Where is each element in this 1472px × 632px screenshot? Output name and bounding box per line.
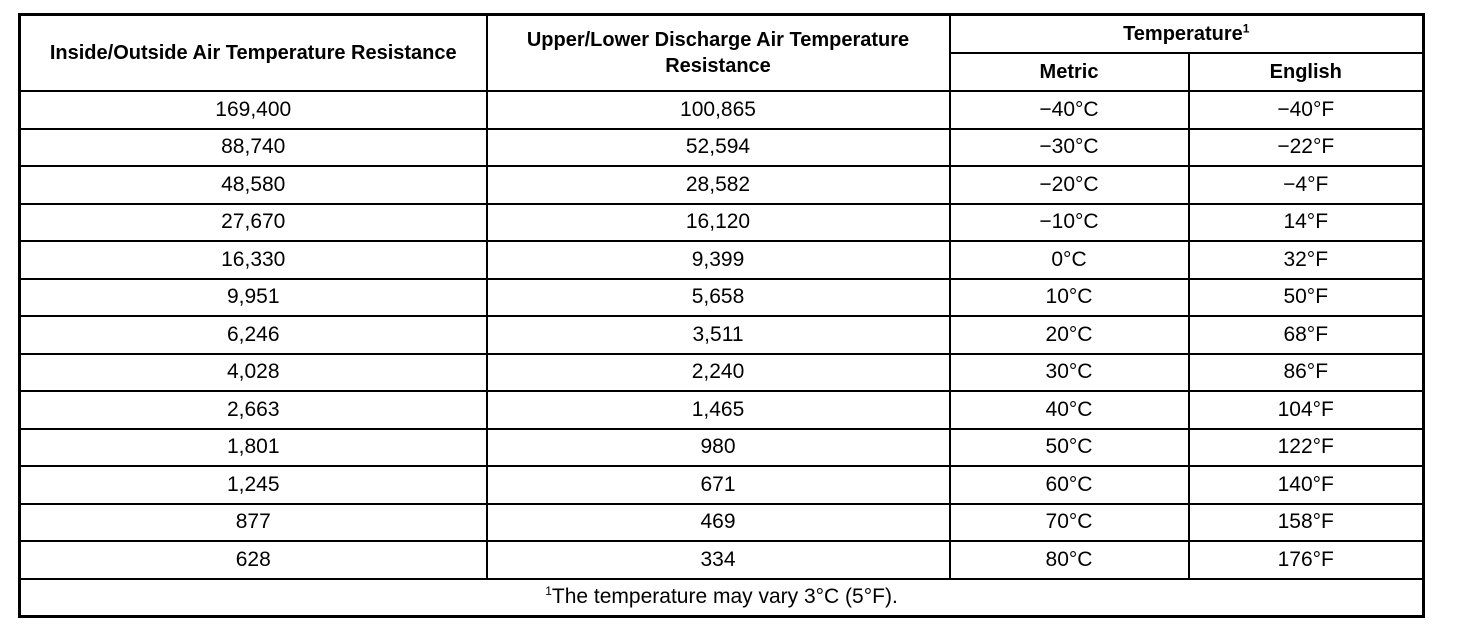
upper-lower-resistance-cell: 100,865 (487, 91, 950, 129)
inside-outside-resistance-cell: 88,740 (20, 129, 487, 167)
upper-lower-resistance-cell: 334 (487, 541, 950, 579)
upper-lower-resistance-cell: 671 (487, 466, 950, 504)
english-temp-cell: 50°F (1189, 279, 1424, 317)
inside-outside-resistance-cell: 877 (20, 504, 487, 542)
english-temp-cell: −40°F (1189, 91, 1424, 129)
metric-temp-cell: −30°C (950, 129, 1189, 167)
upper-lower-resistance-cell: 9,399 (487, 241, 950, 279)
metric-temp-cell: −40°C (950, 91, 1189, 129)
inside-outside-resistance-cell: 48,580 (20, 166, 487, 204)
footnote-reference: 1 (1242, 21, 1250, 36)
metric-temp-cell: 20°C (950, 316, 1189, 354)
metric-temp-cell: 10°C (950, 279, 1189, 317)
english-temp-cell: 140°F (1189, 466, 1424, 504)
temperature-resistance-table (18, 13, 1425, 618)
table-row (20, 541, 1424, 579)
header-inside-outside-resistance: Inside/Outside Air Temperature Resistance (20, 15, 487, 92)
header-metric: Metric (950, 53, 1189, 91)
footnote-text: The temperature may vary 3°C (5°F). (551, 585, 898, 608)
metric-temp-cell: −10°C (950, 204, 1189, 242)
metric-temp-cell: 30°C (950, 354, 1189, 392)
english-temp-cell: 176°F (1189, 541, 1424, 579)
upper-lower-resistance-cell: 980 (487, 429, 950, 467)
table-row (20, 129, 1424, 167)
inside-outside-resistance-cell: 628 (20, 541, 487, 579)
inside-outside-resistance-cell: 16,330 (20, 241, 487, 279)
metric-temp-cell: 40°C (950, 391, 1189, 429)
table-row (20, 91, 1424, 129)
metric-temp-cell: 0°C (950, 241, 1189, 279)
table-row (20, 204, 1424, 242)
upper-lower-resistance-cell: 1,465 (487, 391, 950, 429)
inside-outside-resistance-cell: 1,801 (20, 429, 487, 467)
metric-temp-cell: 70°C (950, 504, 1189, 542)
metric-temp-cell: 50°C (950, 429, 1189, 467)
table-row (20, 316, 1424, 354)
table-row (20, 504, 1424, 542)
table-footnote (20, 579, 1424, 617)
inside-outside-resistance-cell: 6,246 (20, 316, 487, 354)
inside-outside-resistance-cell: 4,028 (20, 354, 487, 392)
english-temp-cell: 158°F (1189, 504, 1424, 542)
metric-temp-cell: −20°C (950, 166, 1189, 204)
metric-temp-cell: 80°C (950, 541, 1189, 579)
english-temp-cell: 14°F (1189, 204, 1424, 242)
english-temp-cell: 68°F (1189, 316, 1424, 354)
upper-lower-resistance-cell: 2,240 (487, 354, 950, 392)
english-temp-cell: 32°F (1189, 241, 1424, 279)
upper-lower-resistance-cell: 5,658 (487, 279, 950, 317)
table-body (20, 91, 1424, 579)
table-row (20, 241, 1424, 279)
english-temp-cell: 104°F (1189, 391, 1424, 429)
table-row (20, 354, 1424, 392)
table-row (20, 466, 1424, 504)
english-temp-cell: 122°F (1189, 429, 1424, 467)
footnote-mark: 1 (545, 584, 552, 598)
english-temp-cell: −4°F (1189, 166, 1424, 204)
upper-lower-resistance-cell: 3,511 (487, 316, 950, 354)
header-temperature-group (950, 15, 1424, 54)
inside-outside-resistance-cell: 9,951 (20, 279, 487, 317)
upper-lower-resistance-cell: 16,120 (487, 204, 950, 242)
upper-lower-resistance-cell: 469 (487, 504, 950, 542)
english-temp-cell: −22°F (1189, 129, 1424, 167)
table-row (20, 166, 1424, 204)
upper-lower-resistance-cell: 28,582 (487, 166, 950, 204)
inside-outside-resistance-cell: 1,245 (20, 466, 487, 504)
table-row (20, 429, 1424, 467)
table-row (20, 279, 1424, 317)
inside-outside-resistance-cell: 27,670 (20, 204, 487, 242)
header-english: English (1189, 53, 1424, 91)
inside-outside-resistance-cell: 169,400 (20, 91, 487, 129)
table-row (20, 391, 1424, 429)
upper-lower-resistance-cell: 52,594 (487, 129, 950, 167)
temperature-group-label: Temperature (1123, 23, 1243, 45)
header-upper-lower-resistance: Upper/Lower Discharge Air Temperature Resistance (487, 15, 950, 92)
english-temp-cell: 86°F (1189, 354, 1424, 392)
metric-temp-cell: 60°C (950, 466, 1189, 504)
inside-outside-resistance-cell: 2,663 (20, 391, 487, 429)
